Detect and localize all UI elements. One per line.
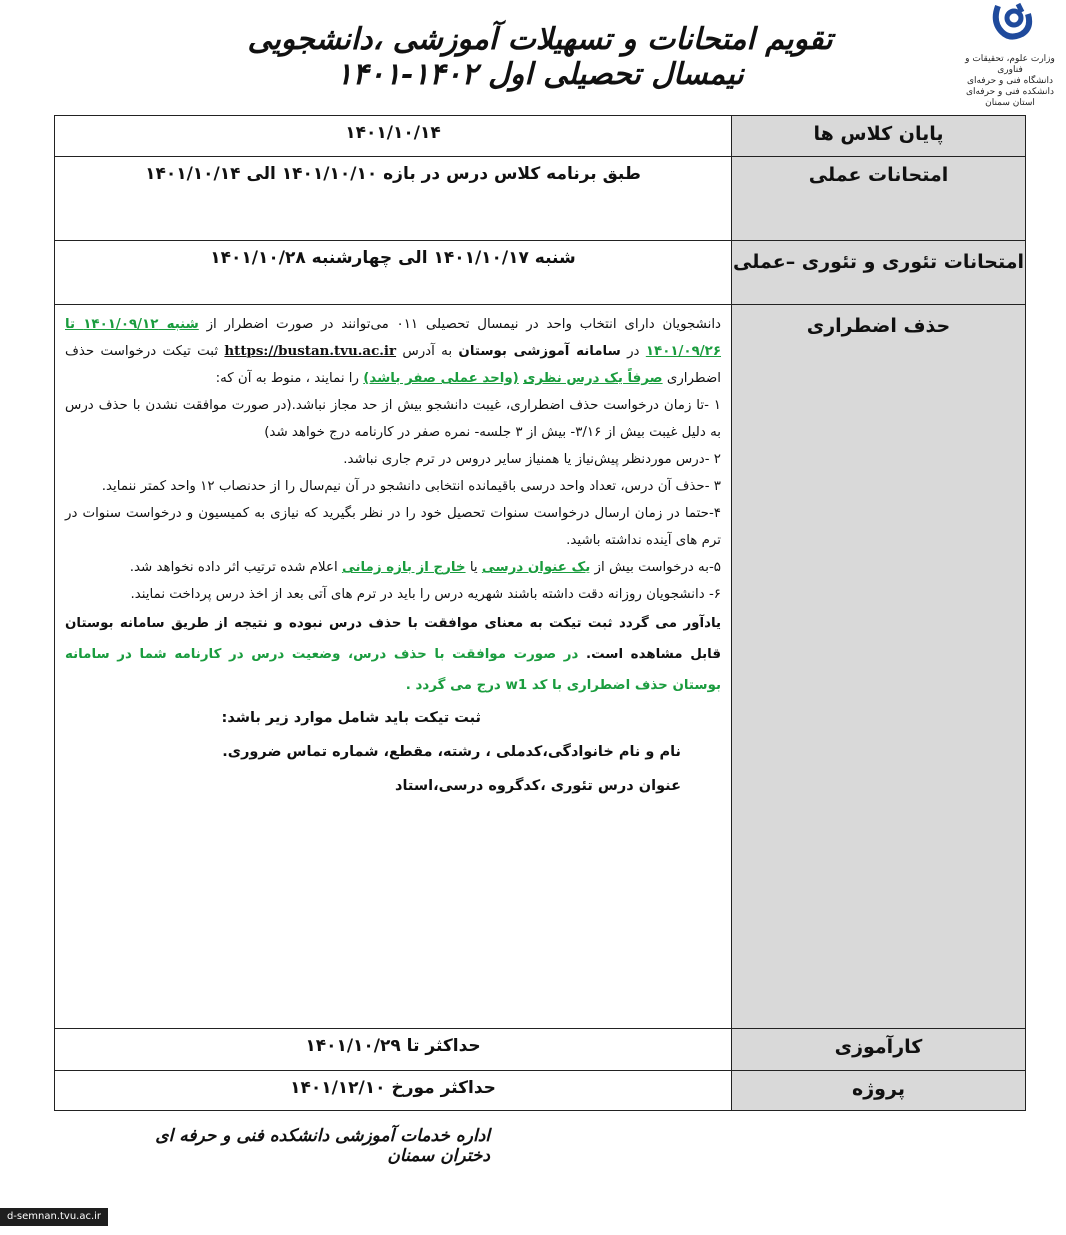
zero-practical-unit: (واحد عملی صفر باشد): [363, 371, 519, 386]
row-label: کارآموزی: [731, 1029, 1025, 1070]
table-row-class-end: [55, 116, 1025, 156]
row-value: ۱۴۰۱/۱۰/۱۴: [345, 123, 441, 143]
condition-6: ۶- دانشجویان روزانه دقت داشته باشند شهریه درس را باید در ترم های آتی بعد از اخذ درس پرداخت نمایند.: [130, 587, 721, 602]
table-row-internship: [55, 1028, 1025, 1070]
row-label: پایان کلاس ها: [731, 116, 1025, 156]
table-row-practical-exams: [55, 156, 1025, 240]
condition-2: ۲ -درس موردنظر پیش‌نیاز یا همنیاز سایر دروس در ترم جاری نباشد.: [343, 452, 721, 467]
condition-1: ۱ -تا زمان درخواست حذف اضطراری، غیبت دانشجو بیش از حد مجاز نباشد.(در صورت موافقت نشدن با حذف درس به دلیل غیبت بیش از ۳/۱۶- بیش از ۳ جلسه- نمره صفر در کارنامه درج خواهد شد): [65, 398, 721, 440]
bustan-link[interactable]: https://bustan.tvu.ac.ir: [224, 343, 397, 359]
condition-5: ۵-به درخواست بیش از یک عنوان درسی یا خارج از بازه زمانی اعلام شده ترتیب اثر داده نخواهد شد.: [129, 560, 721, 575]
table-row-theory-exams: [55, 240, 1025, 304]
only-one-course: صرفاً یک درس نظری: [523, 371, 663, 386]
emergency-drop-details: [65, 311, 721, 803]
row-label: امتحانات تئوری و تئوری –عملی: [731, 241, 1025, 304]
intro-paragraph: دانشجویان دارای انتخاب واحد در نیمسال تحصیلی ۰۱۱ می‌توانند در صورت اضطرار از شنبه ۱۴۰۱/۰۹/۱۲ تا ۱۴۰۱/۰۹/۲۶ در سامانه آموزشی بوستان به آدرس https://bustan.tvu.ac.ir ثبت تیکت درخواست حذف اضطراری صرفاً یک درس نظری (واحد عملی صفر باشد) را نمایند ، منوط به آن که:: [65, 317, 722, 386]
page-title: تقویم امتحانات و تسهیلات آموزشی ،دانشجویی نیمسال تحصیلی اول ۱۴۰۲-۱۴۰۱: [247, 22, 833, 92]
ticket-requirement-2: عنوان درس تئوری ،کدگروه درسی،استاد: [395, 778, 681, 794]
date-range: شنبه ۱۴۰۱/۰۹/۱۲ تا ۱۴۰۱/۰۹/۲۶: [65, 317, 722, 359]
row-label: امتحانات عملی: [731, 157, 1025, 240]
row-value: شنبه ۱۴۰۱/۱۰/۱۷ الی چهارشنبه ۱۴۰۱/۱۰/۲۸: [210, 248, 576, 268]
site-watermark: d-semnan.tvu.ac.ir: [0, 1208, 108, 1226]
ticket-requirements-title: ثبت تیکت باید شامل موارد زیر باشد:: [221, 710, 481, 726]
table-row-emergency-drop: [55, 304, 1025, 1028]
row-value: حداکثر تا ۱۴۰۱/۱۰/۲۹: [305, 1036, 481, 1056]
condition-4: ۴-حتما در زمان ارسال درخواست سنوات تحصیل خود را در نظر بگیرید که نیازی به کمیسیون و درخواست سنوات در ترم های آینده نداشته باشید.: [65, 506, 721, 548]
table-row-project: [55, 1070, 1025, 1110]
row-value: حداکثر مورخ ۱۴۰۱/۱۲/۱۰: [290, 1078, 496, 1098]
calendar-table: [54, 115, 1026, 1111]
row-label: حذف اضطراری: [731, 305, 1025, 1028]
footer-office-name: اداره خدمات آموزشی دانشکده فنی و حرفه ای دختران سمنان: [155, 1126, 490, 1166]
row-value: طبق برنامه کلاس درس در بازه ۱۴۰۱/۱۰/۱۰ الی ۱۴۰۱/۱۰/۱۴: [145, 164, 641, 184]
bustan-system: سامانه آموزشی بوستان: [458, 344, 621, 359]
logo-caption: وزارت علوم، تحقیقات و فناوری دانشگاه فنی و حرفه‌ای دانشکده فنی و حرفه‌ای استان سمنان: [965, 54, 1055, 108]
tvu-logo-icon: [988, 2, 1038, 50]
condition-3: ۳ -حذف آن درس، تعداد واحد درسی باقیمانده انتخابی دانشجو در آن نیم‌سال را از حدنصاب ۱۲ واحد کمتر ننماید.: [101, 479, 721, 494]
reminder-note: یادآور می گردد ثبت تیکت به معنای موافقت با حذف درس نبوده و نتیجه از طریق سامانه بوستان قابل مشاهده است. در صورت موافقت با حذف درس، وضعیت درس در کارنامه شما در سامانه بوستان حذف اضطراری با کد w1 درج می گردد .: [65, 616, 721, 693]
university-logo: [958, 0, 1066, 112]
ticket-requirement-1: نام و نام خانوادگی،کدملی ، رشته، مقطع، شماره تماس ضروری.: [222, 744, 681, 760]
row-label: پروژه: [731, 1071, 1025, 1110]
